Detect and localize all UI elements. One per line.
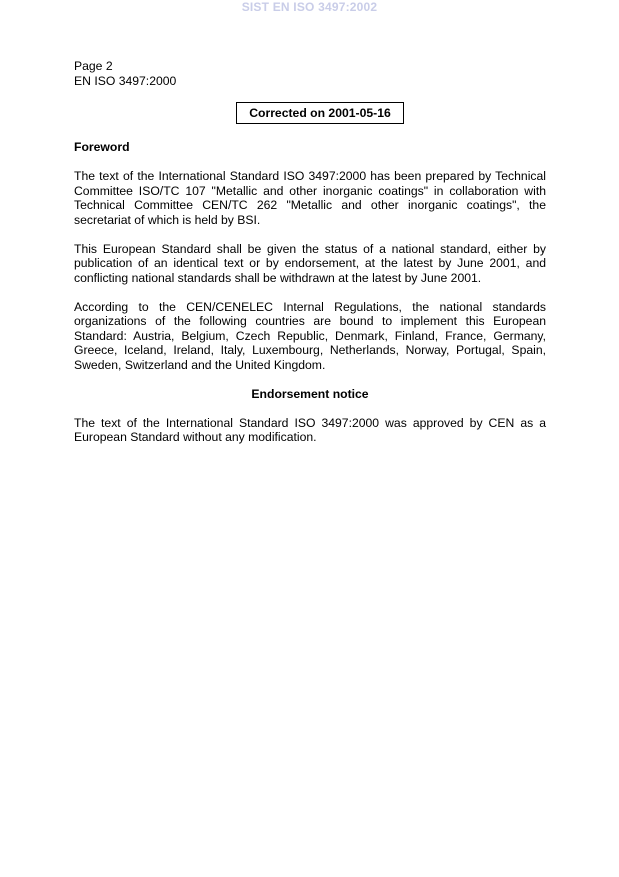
page-number: Page 2 bbox=[74, 59, 113, 73]
endorsement-paragraph: The text of the International Standard ISO 3497:2000 was approved by CEN as a European Standard without any modification. bbox=[74, 415, 546, 444]
correction-notice-text: Corrected on 2001-05-16 bbox=[249, 106, 391, 120]
correction-notice-box bbox=[236, 102, 404, 124]
standard-id: EN ISO 3497:2000 bbox=[74, 73, 177, 88]
page-header bbox=[74, 59, 176, 88]
document-body bbox=[74, 140, 546, 459]
foreword-paragraph-3: According to the CEN/CENELEC Internal Regulations, the national standards organizations of the following countries are bound to implement this European Standard: Austria, Belgium, Czech Republic, Denmark, Finland, France, Germany, Greece, Iceland, Ireland, Italy, Luxembourg, Netherlands, Norway, Portugal, Spain, Sweden, Switzerland and the United Kingdom. bbox=[74, 299, 546, 372]
foreword-heading: Foreword bbox=[74, 140, 130, 154]
foreword-paragraph-1: The text of the International Standard ISO 3497:2000 has been prepared by Technical Committee ISO/TC 107 "Metallic and other inorganic coatings" in collaboration with Technical Committee CEN/TC 262 "Metallic and other inorganic coatings", the secretariat of which is held by BSI. bbox=[74, 169, 546, 227]
watermark-text: SIST EN ISO 3497:2002 bbox=[241, 0, 378, 14]
foreword-paragraph-2: This European Standard shall be given the status of a national standard, either by publication of an identical text or by endorsement, at the latest by June 2001, and conflicting national standards shall be withdrawn at the latest by June 2001. bbox=[74, 241, 546, 285]
endorsement-heading: Endorsement notice bbox=[251, 386, 369, 401]
